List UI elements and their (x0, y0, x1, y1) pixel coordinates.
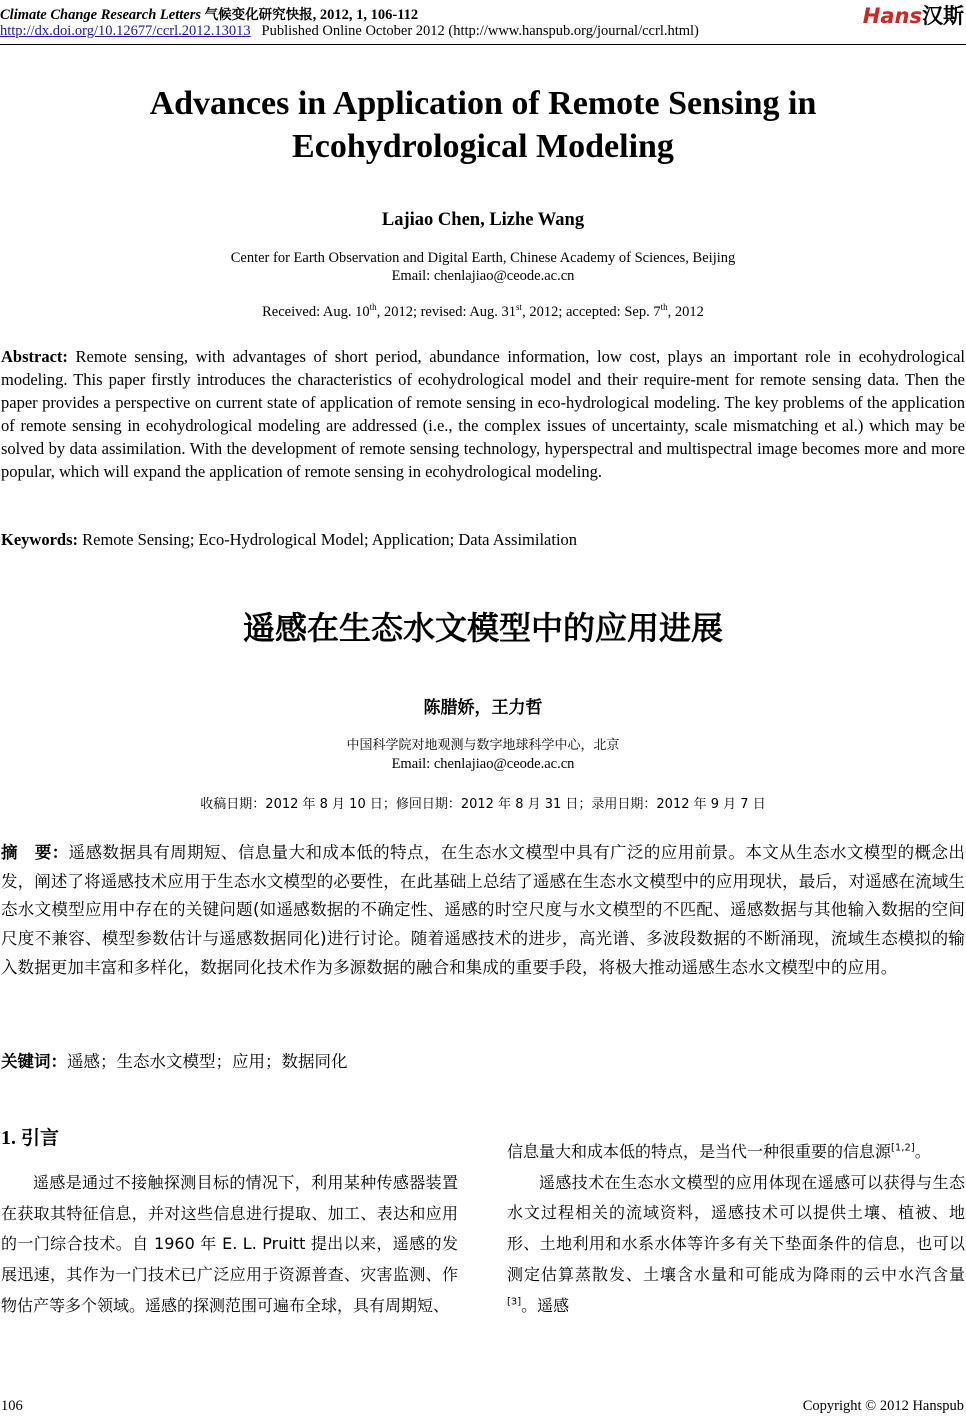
received-sup2: st (516, 302, 523, 312)
body-paragraph: 遥感是通过不接触探测目标的情况下，利用某种传感器装置在获取其特征信息，并对这些信息进行提取、加工、表达和应用的一门综合技术。自 1960 年 E. L. Pruitt 提出以来，遥感的发展迅速，其作为一门技术已广泛应用于资源普查、灾害监测、作物估产等多个领域。遥感的探测范围可遍布全球，具有周期短、 (1, 1173, 458, 1315)
title-line-1: Advances in Application of Remote Sensing in (149, 85, 817, 122)
header-line2 (0, 23, 699, 40)
received-part3: , 2012; accepted: Sep. 7 (522, 303, 661, 320)
published-info: Published Online October 2012 (http://www.hanspub.org/journal/ccrl.html) (261, 23, 699, 39)
body-paragraph (507, 1137, 965, 1168)
abstract-label: Abstract: (1, 347, 68, 366)
cn-abstract-label: 摘 要： (1, 843, 69, 862)
received-sup3: th (660, 302, 668, 312)
authors: Lajiao Chen, Lizhe Wang (381, 210, 585, 230)
journal-header (0, 3, 418, 24)
received-part2: , 2012; revised: Aug. 31 (376, 303, 517, 320)
cn-affiliation: 中国科学院对地观测与数字地球科学中心，北京 (346, 738, 620, 753)
journal-volume: , 2012, 1, 106-112 (312, 7, 419, 23)
logo-hans: Hans (862, 4, 922, 28)
paper-title (0, 82, 966, 168)
received-part4: , 2012 (667, 303, 704, 320)
cn-abstract-text: 遥感数据具有周期短、信息量大和成本低的特点，在生态水文模型中具有广泛的应用前景。本文从生态水文模型的概念出发，阐述了将遥感技术应用于生态水文模型的必要性，在此基础上总结了遥感在生态水文模型中的应用现状，最后，对遥感在流域生态水文模型应用中存在的关键问题(如遥感数据的不确定性、遥感的时空尺度与水文模型的不匹配、遥感数据与其他输入数据的空间尺度不兼容、模型参数估计与遥感数据同化)进行讨论。随着遥感技术的进步，高光谱、多波段数据的不断涌现，流域生态模拟的输入数据更加丰富和多样化，数据同化技术作为多源数据的融合和集成的重要手段，将极大推动遥感生态水文模型中的应用。 (1, 843, 965, 977)
keywords-text: Remote Sensing; Eco-Hydrological Model; Application; Data Assimilation (78, 530, 578, 549)
abstract-text: Remote sensing, with advantages of short period, abundance information, low cost, plays an important role in ecohydrological modeling. This paper firstly introduces the characteristics of ecohydrological model and their require-ment for remote sensing data. Then the paper provides a perspective on current state of application of remote sensing in eco-hydrological modeling. The key problems of the application of remote sensing in ecohydrological modeling are addressed (i.e., the complex issues of uncertainty, scale mismatching et al.) which may be solved by data assimilation. With the development of remote sensing technology, hyperspectral and multispectral image becomes more and more popular, which will expand the application of remote sensing in ecohydrological modeling. (1, 347, 965, 481)
doi-link[interactable]: http://dx.doi.org/10.12677/ccrl.2012.13013 (0, 23, 251, 39)
section-number: 1. (1, 1127, 16, 1149)
cn-affiliation-block (0, 737, 966, 773)
received-part1: Received: Aug. 10 (262, 303, 370, 320)
email: Email: chenlajiao@ceode.ac.cn (391, 268, 575, 284)
page-number: 106 (1, 1398, 23, 1414)
journal-name-en: Climate Change Research Letters (0, 7, 201, 23)
para-text-end: 。遥感 (521, 1295, 570, 1315)
cn-received: 收稿日期：2012 年 8 月 10 日；修回日期：2012 年 8 月 31 日；录用日期：2012 年 9 月 7 日 (200, 797, 766, 812)
logo-cn: 汉斯 (922, 4, 964, 28)
cn-title: 遥感在生态水文模型中的应用进展 (242, 609, 723, 647)
affiliation-block (0, 249, 966, 285)
keywords-en (1, 530, 577, 550)
citation: [3] (507, 1296, 522, 1308)
body-paragraph (507, 1168, 965, 1322)
keywords-cn (1, 1048, 348, 1072)
para-text: 信息量大和成本低的特点，是当代一种很重要的信息源 (507, 1142, 892, 1161)
cn-authors: 陈腊娇，王力哲 (423, 698, 543, 718)
header-rule (0, 44, 966, 45)
cn-keywords-label: 关键词： (1, 1052, 67, 1071)
copyright: Copyright © 2012 Hanspub (802, 1398, 964, 1414)
title-line-2: Ecohydrological Modeling (292, 128, 674, 165)
received-dates (0, 302, 966, 321)
hans-logo (863, 0, 964, 30)
received-sup1: th (369, 302, 377, 312)
cn-email: Email: chenlajiao@ceode.ac.cn (391, 756, 575, 772)
citation: [1,2] (891, 1142, 915, 1154)
abstract-cn (1, 839, 965, 983)
para-text: 遥感技术在生态水文模型的应用体现在遥感可以获得与生态水文过程相关的流域资料，遥感技术可以提供土壤、植被、地形、土地利用和水系水体等许多有关下垫面条件的信息，也可以测定估算蒸散发、土壤含水量和可能成为降雨的云中水汽含量 (507, 1172, 965, 1284)
body-column-right (507, 1137, 965, 1321)
affiliation: Center for Earth Observation and Digital Earth, Chinese Academy of Sciences, Beijing (230, 250, 736, 266)
keywords-label: Keywords: (1, 530, 78, 549)
section-title: 引言 (21, 1127, 60, 1149)
body-column-left (1, 1168, 458, 1322)
abstract-en (1, 345, 965, 483)
journal-name-cn: 气候变化研究快报 (204, 7, 313, 23)
cn-keywords-text: 遥感；生态水文模型；应用；数据同化 (67, 1052, 348, 1071)
para-text-end: 。 (914, 1142, 931, 1161)
section-heading (1, 1123, 59, 1150)
